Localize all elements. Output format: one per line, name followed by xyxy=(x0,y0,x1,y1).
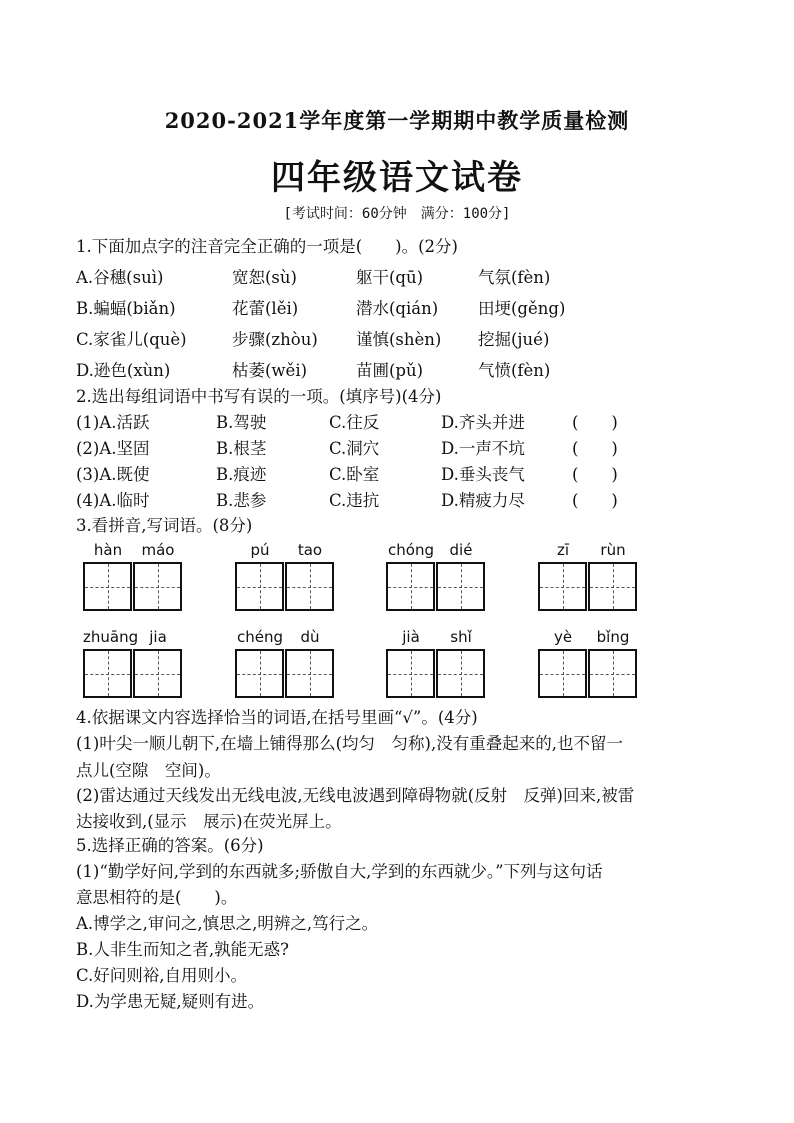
q3-writing-box[interactable] xyxy=(386,649,435,698)
q4-text-line: 点儿(空隙 空间)。 xyxy=(76,761,221,780)
q3-pinyin-label: chóng xyxy=(388,541,434,559)
q2-option-cell: (4)A.临时 xyxy=(76,491,150,510)
q2-answer-blank[interactable]: ( ) xyxy=(572,465,618,484)
q3-writing-box[interactable] xyxy=(285,649,334,698)
q2-option-cell: B.驾驶 xyxy=(216,413,267,432)
q3-writing-box[interactable] xyxy=(538,562,587,611)
exam-info: [考试时间：60分钟 满分：100分] xyxy=(283,206,511,222)
q2-option-cell: D.一声不坑 xyxy=(441,439,525,458)
q1-option-cell: 潜水(qián) xyxy=(356,299,439,318)
q1-option-cell: C.家雀儿(què) xyxy=(76,330,187,349)
q3-writing-box[interactable] xyxy=(386,562,435,611)
q1-option-cell: A.谷穗(suì) xyxy=(76,268,164,287)
q3-pinyin-label: yè xyxy=(553,628,573,646)
q3-pinyin-label: zī xyxy=(556,541,570,559)
q1-heading: 1.下面加点字的注音完全正确的一项是( )。(2分) xyxy=(76,237,458,256)
q3-pinyin-label: jià xyxy=(402,628,420,646)
q3-writing-box[interactable] xyxy=(83,649,132,698)
q3-writing-box[interactable] xyxy=(436,649,485,698)
q2-answer-blank[interactable]: ( ) xyxy=(572,439,618,458)
q1-option-cell: 田埂(gěng) xyxy=(478,299,566,318)
q3-pinyin-label: hàn xyxy=(93,541,123,559)
exam-title: 四年级语文试卷 xyxy=(271,158,523,198)
q1-option-cell: 躯干(qū) xyxy=(356,268,424,287)
q3-writing-box[interactable] xyxy=(235,562,284,611)
q3-pinyin-label: zhuāng xyxy=(83,628,139,646)
q5-heading: 5.选择正确的答案。(6分) xyxy=(76,836,264,855)
q2-option-cell: B.根茎 xyxy=(216,439,267,458)
q4-text-line: (1)叶尖一顺儿朝下,在墙上铺得那么(均匀 匀称),没有重叠起来的,也不留一 xyxy=(76,734,623,753)
q3-pinyin-label: jia xyxy=(149,628,167,646)
q2-answer-blank[interactable]: ( ) xyxy=(572,491,618,510)
q2-option-cell: (3)A.既使 xyxy=(76,465,150,484)
exam-subtitle: 2020-2021学年度第一学期期中教学质量检测 xyxy=(164,108,630,133)
q3-writing-box[interactable] xyxy=(588,649,637,698)
q2-option-cell: (1)A.活跃 xyxy=(76,413,150,432)
q1-option-cell: 气氛(fèn) xyxy=(478,268,551,287)
q2-option-cell: B.悲参 xyxy=(216,491,267,510)
q2-option-cell: C.违抗 xyxy=(329,491,380,510)
q2-option-cell: (2)A.坚固 xyxy=(76,439,150,458)
q3-writing-box[interactable] xyxy=(285,562,334,611)
q3-writing-box[interactable] xyxy=(588,562,637,611)
q2-option-cell: D.精疲力尽 xyxy=(441,491,525,510)
q4-text-line: 达接收到,(显示 展示)在荧光屏上。 xyxy=(76,812,342,831)
q3-writing-box[interactable] xyxy=(538,649,587,698)
q3-pinyin-label: shǐ xyxy=(450,628,472,646)
q2-option-cell: C.往反 xyxy=(329,413,380,432)
q3-writing-box[interactable] xyxy=(83,562,132,611)
q5-option: B.人非生而知之者,孰能无惑? xyxy=(76,940,289,959)
q1-option-cell: 气愤(fèn) xyxy=(478,361,551,380)
q3-pinyin-label: bǐng xyxy=(596,628,630,646)
q1-option-cell: 步骤(zhòu) xyxy=(232,330,318,349)
q3-writing-box[interactable] xyxy=(133,562,182,611)
q1-option-cell: D.逊色(xùn) xyxy=(76,361,171,380)
q3-writing-box[interactable] xyxy=(436,562,485,611)
q1-option-cell: 苗圃(pǔ) xyxy=(356,361,424,380)
q5-option: C.好问则裕,自用则小。 xyxy=(76,966,248,985)
q1-option-cell: 花蕾(lěi) xyxy=(232,299,299,318)
q5-question-line: (1)“勤学好问,学到的东西就多;骄傲自大,学到的东西就少。”下列与这句话 xyxy=(76,862,603,881)
q3-writing-box[interactable] xyxy=(235,649,284,698)
q2-option-cell: D.垂头丧气 xyxy=(441,465,525,484)
q2-option-cell: B.痕迹 xyxy=(216,465,267,484)
q4-text-line: (2)雷达通过天线发出无线电波,无线电波遇到障碍物就(反射 反弹)回来,被雷 xyxy=(76,786,635,805)
q3-pinyin-label: dié xyxy=(449,541,473,559)
q2-answer-blank[interactable]: ( ) xyxy=(572,413,618,432)
q1-option-cell: 挖掘(jué) xyxy=(478,330,550,349)
q3-pinyin-label: dù xyxy=(300,628,320,646)
q3-pinyin-label: máo xyxy=(141,541,175,559)
q4-heading: 4.依据课文内容选择恰当的词语,在括号里画“√”。(4分) xyxy=(76,708,478,727)
q1-option-cell: 枯萎(wěi) xyxy=(232,361,308,380)
q1-option-cell: B.蝙蝠(biǎn) xyxy=(76,299,176,318)
q5-question-line: 意思相符的是( )。 xyxy=(76,888,238,907)
q3-pinyin-label: pú xyxy=(250,541,270,559)
q3-pinyin-label: tao xyxy=(297,541,323,559)
q5-option: A.博学之,审问之,慎思之,明辨之,笃行之。 xyxy=(76,914,379,933)
q1-option-cell: 宽恕(sù) xyxy=(232,268,297,287)
q3-pinyin-label: chéng xyxy=(236,628,283,646)
q3-heading: 3.看拼音,写词语。(8分) xyxy=(76,516,253,535)
q2-option-cell: C.洞穴 xyxy=(329,439,380,458)
q2-option-cell: C.卧室 xyxy=(329,465,380,484)
q5-option: D.为学患无疑,疑则有进。 xyxy=(76,992,265,1011)
q2-heading: 2.选出每组词语中书写有误的一项。(填序号)(4分) xyxy=(76,387,442,406)
q1-option-cell: 谨慎(shèn) xyxy=(356,330,442,349)
q2-option-cell: D.齐头并进 xyxy=(441,413,525,432)
q3-writing-box[interactable] xyxy=(133,649,182,698)
q3-pinyin-label: rùn xyxy=(600,541,626,559)
